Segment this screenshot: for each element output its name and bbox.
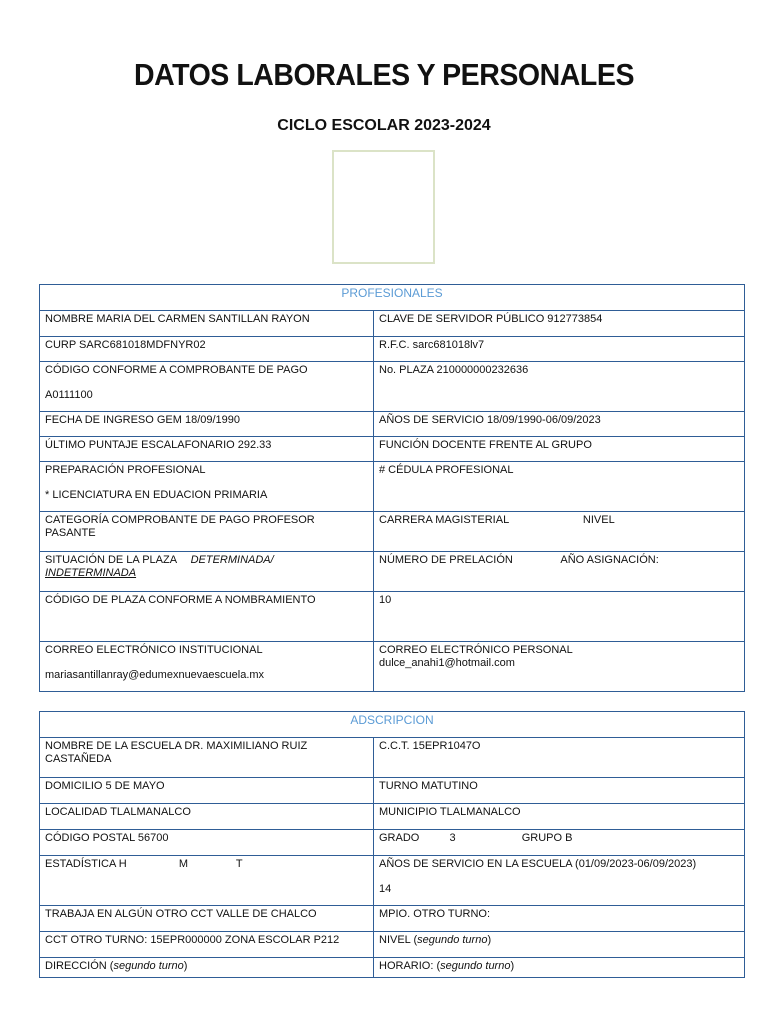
prelacion-label: NÚMERO DE PRELACIÓN	[379, 554, 513, 566]
preparacion-field	[40, 462, 374, 512]
puntaje-field: ÚLTIMO PUNTAJE ESCALAFONARIO 292.33	[40, 437, 374, 462]
nivel-segundo-turno-field	[374, 932, 745, 958]
situacion-label: SITUACIÓN DE LA PLAZA	[45, 554, 177, 566]
correo-personal-value: dulce_anahi1@hotmail.com	[379, 657, 515, 669]
horario-note: segundo turno	[440, 960, 511, 972]
nivel-close: )	[487, 934, 492, 946]
domicilio-field: DOMICILIO 5 DE MAYO	[40, 778, 374, 804]
adscripcion-heading: ADSCRIPCION	[40, 712, 745, 738]
turno-field: TURNO MATUTINO	[374, 778, 745, 804]
municipio-field: MUNICIPIO TLALMANALCO	[374, 804, 745, 830]
grado-label: GRADO	[379, 832, 420, 844]
correo-personal-field	[374, 642, 745, 692]
profesionales-table	[39, 284, 745, 692]
estadistica-m: M	[178, 858, 188, 870]
direccion-close: )	[183, 960, 188, 972]
codigo-plaza-value: 10	[374, 592, 745, 642]
codigo-pago-label: CÓDIGO CONFORME A COMPROBANTE DE PAGO	[45, 364, 308, 376]
anos-escuela-field	[374, 856, 745, 906]
codigo-pago-value: A0111100	[45, 389, 93, 401]
cedula-field: # CÉDULA PROFESIONAL	[374, 462, 745, 512]
categoria-field: CATEGORÍA COMPROBANTE DE PAGO PROFESOR PASANTE	[40, 512, 374, 552]
codigo-pago-field	[40, 362, 374, 412]
asignacion-label: AÑO ASIGNACIÓN:	[560, 554, 659, 566]
direccion-note: segundo turno	[113, 960, 184, 972]
direccion-field	[40, 958, 374, 978]
codigo-plaza-field: CÓDIGO DE PLAZA CONFORME A NOMBRAMIENTO	[40, 592, 374, 642]
clave-servidor-field: CLAVE DE SERVIDOR PÚBLICO 912773854	[374, 311, 745, 337]
preparacion-label: PREPARACIÓN PROFESIONAL	[45, 464, 206, 476]
document-title: DATOS LABORALES Y PERSONALES	[133, 57, 635, 92]
nombre-field: NOMBRE MARIA DEL CARMEN SANTILLAN RAYON	[40, 311, 374, 337]
estadistica-label: ESTADÍSTICA H	[45, 858, 127, 870]
cct-otro-turno-field: CCT OTRO TURNO: 15EPR000000 ZONA ESCOLAR P212	[40, 932, 374, 958]
correo-institucional-field	[40, 642, 374, 692]
school-year-subtitle: CICLO ESCOLAR 2023-2024	[277, 117, 491, 134]
rfc-field: R.F.C. sarc681018lv7	[374, 337, 745, 362]
horario-field	[374, 958, 745, 978]
estadistica-t: T	[235, 858, 243, 870]
prelacion-field	[374, 552, 745, 592]
situacion-field	[40, 552, 374, 592]
situacion-option-indeterminada: INDETERMINADA	[45, 567, 137, 579]
anos-escuela-value: 14	[379, 883, 392, 895]
grado-value: 3	[449, 832, 456, 844]
escuela-field: NOMBRE DE LA ESCUELA DR. MAXIMILIANO RUIZ CASTAÑEDA	[40, 738, 374, 778]
no-plaza-field: No. PLAZA 210000000232636	[374, 362, 745, 412]
horario-label: HORARIO: (	[379, 960, 441, 972]
nivel-label: NIVEL	[582, 514, 615, 526]
funcion-field: FUNCIÓN DOCENTE FRENTE AL GRUPO	[374, 437, 745, 462]
fecha-ingreso-field: FECHA DE INGRESO GEM 18/09/1990	[40, 412, 374, 437]
situacion-option-determinada: DETERMINADA/	[190, 554, 274, 566]
otro-cct-field: TRABAJA EN ALGÚN OTRO CCT VALLE DE CHALCO	[40, 906, 374, 932]
profesionales-heading: PROFESIONALES	[40, 285, 745, 311]
grupo-label: GRUPO B	[521, 832, 573, 844]
carrera-field	[374, 512, 745, 552]
anos-servicio-field: AÑOS DE SERVICIO 18/09/1990-06/09/2023	[374, 412, 745, 437]
curp-field: CURP SARC681018MDFNYR02	[40, 337, 374, 362]
nivel-note: segundo turno	[417, 934, 488, 946]
horario-close: )	[510, 960, 515, 972]
correo-institucional-value: mariasantillanray@edumexnuevaescuela.mx	[45, 669, 265, 681]
grado-grupo-field	[374, 830, 745, 856]
estadistica-field	[40, 856, 374, 906]
mpio-otro-turno-field: MPIO. OTRO TURNO:	[374, 906, 745, 932]
preparacion-value: * LICENCIATURA EN EDUACION PRIMARIA	[45, 489, 268, 501]
codigo-postal-field: CÓDIGO POSTAL 56700	[40, 830, 374, 856]
correo-personal-label: CORREO ELECTRÓNICO PERSONAL	[379, 644, 573, 656]
nivel-label: NIVEL (	[379, 934, 418, 946]
carrera-label: CARRERA MAGISTERIAL	[379, 514, 509, 526]
adscripcion-table	[39, 711, 745, 978]
cct-field: C.C.T. 15EPR1047O	[374, 738, 745, 778]
photo-placeholder	[332, 150, 435, 264]
direccion-label: DIRECCIÓN (	[45, 960, 114, 972]
correo-institucional-label: CORREO ELECTRÓNICO INSTITUCIONAL	[45, 644, 263, 656]
anos-escuela-label: AÑOS DE SERVICIO EN LA ESCUELA (01/09/2023-06/09/2023)	[379, 858, 697, 870]
localidad-field: LOCALIDAD TLALMANALCO	[40, 804, 374, 830]
